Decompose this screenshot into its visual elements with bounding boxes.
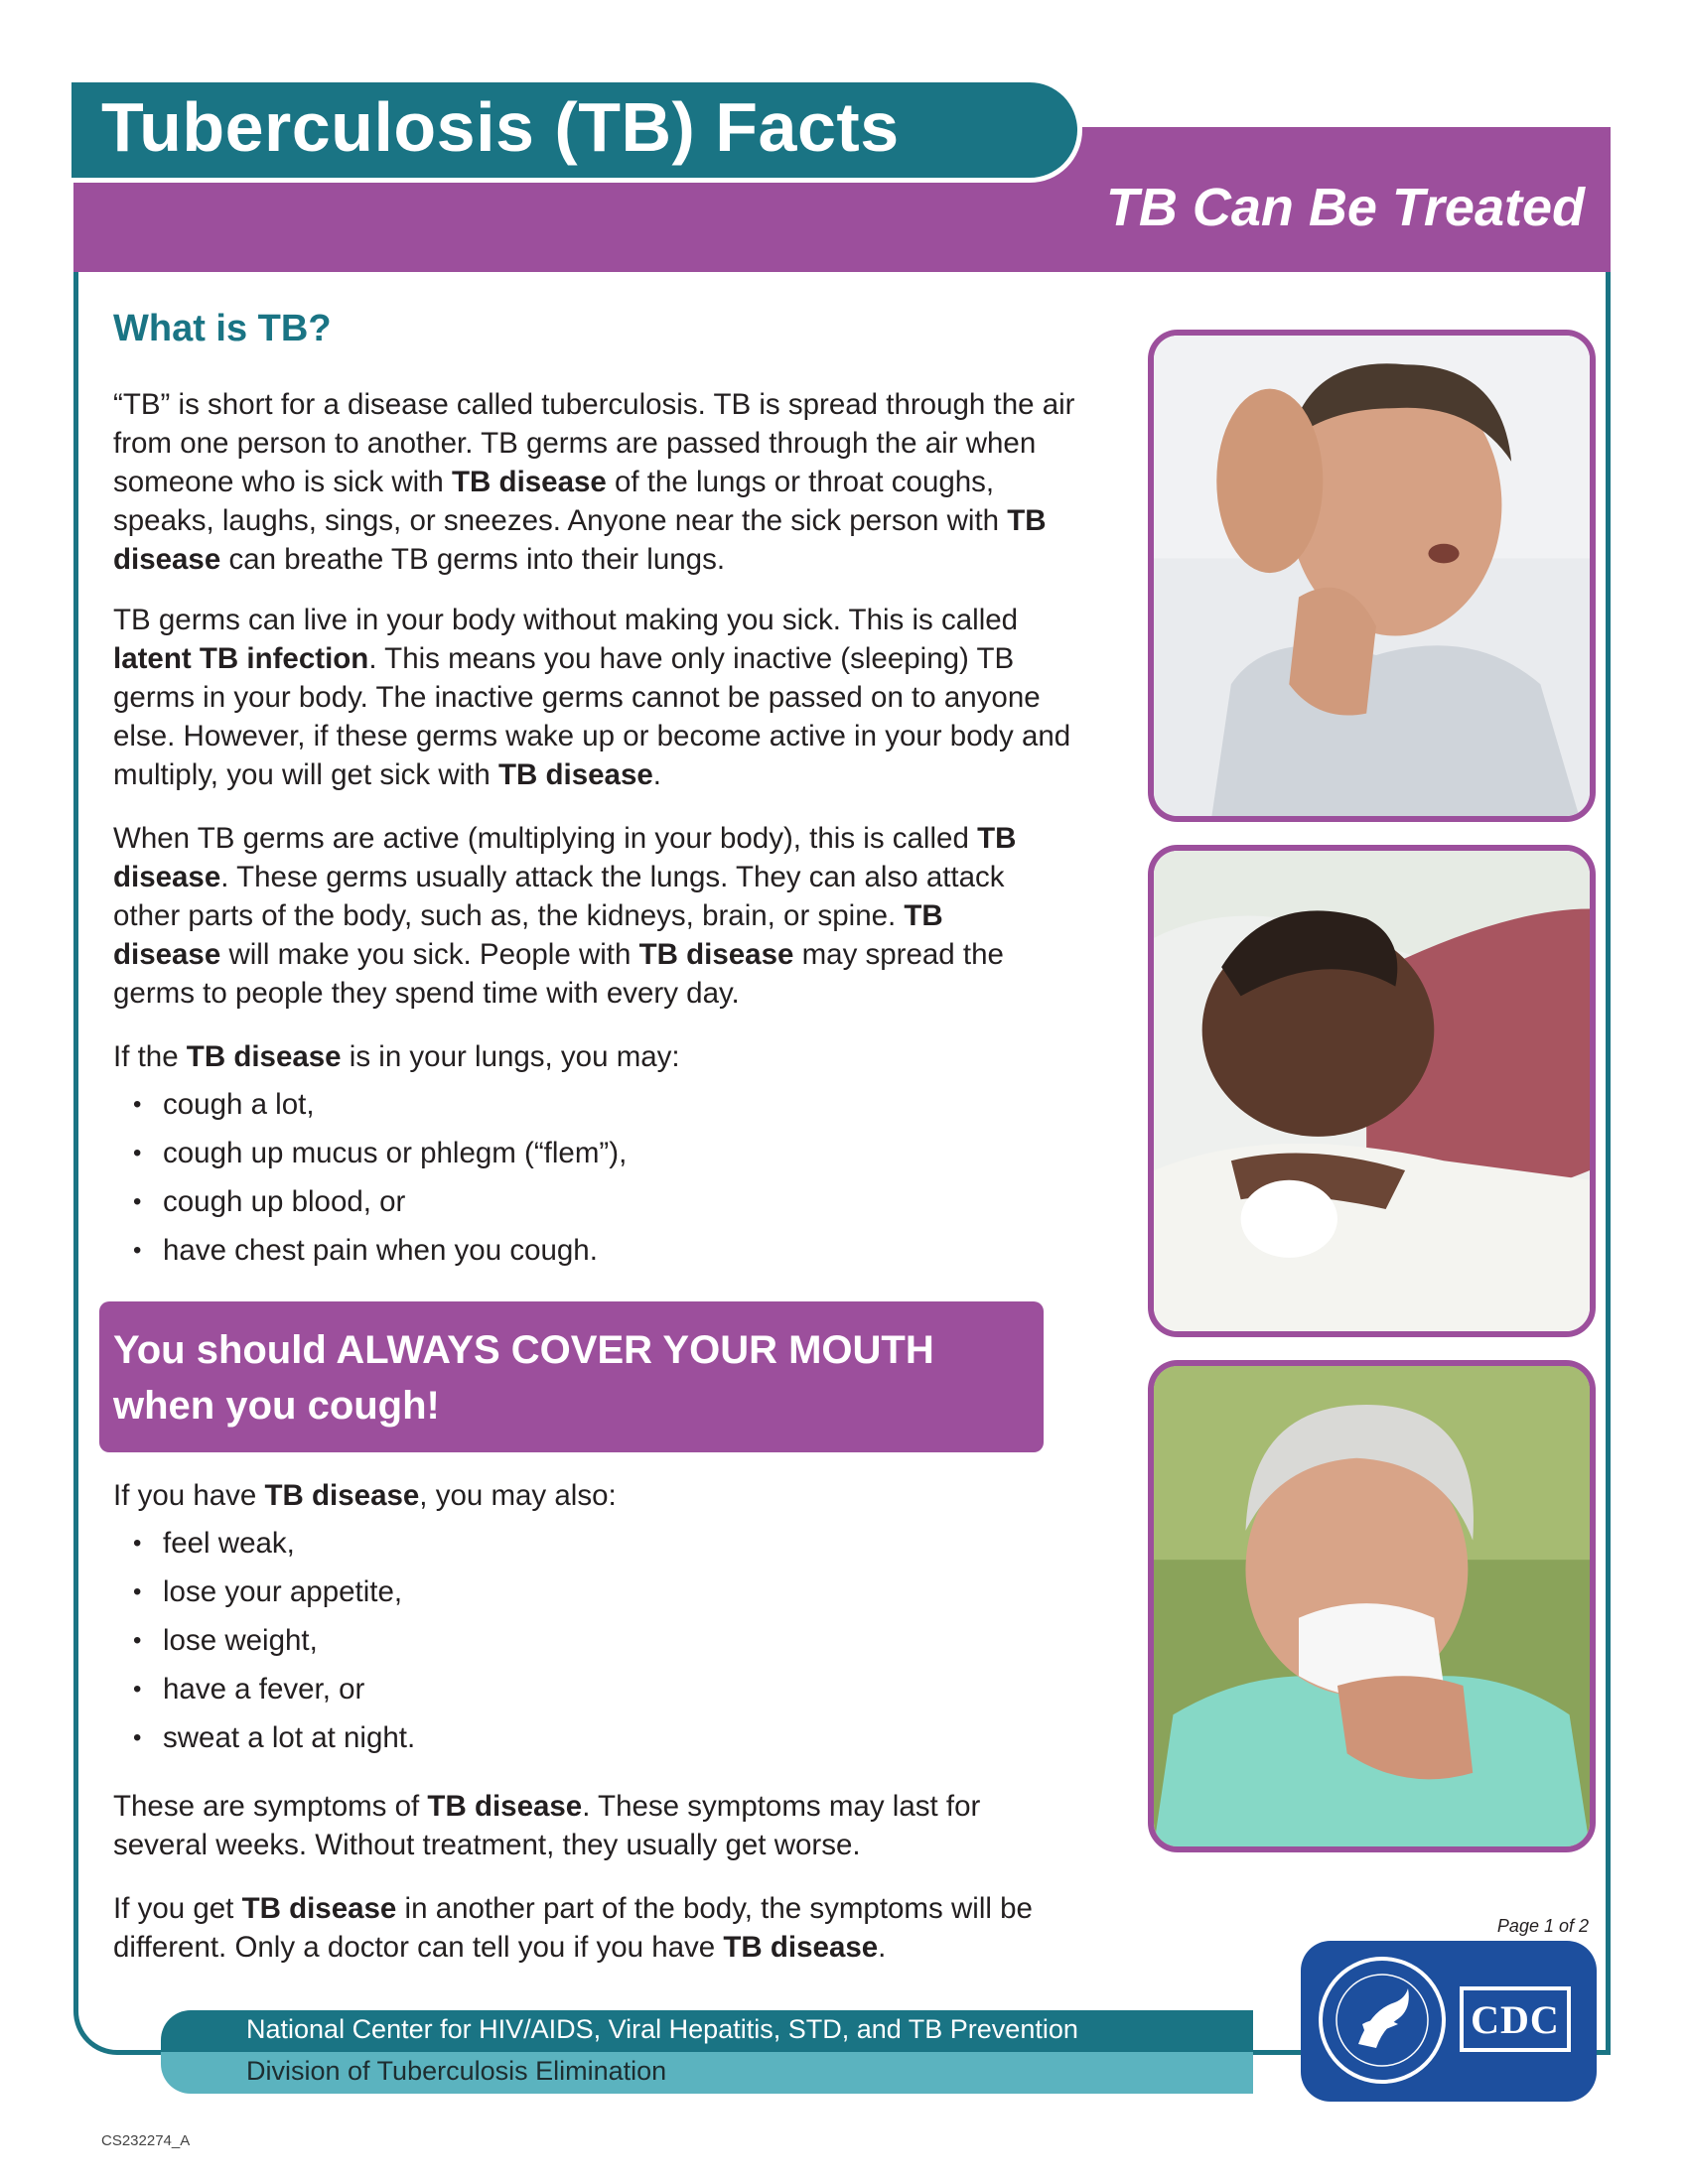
page-subtitle: TB Can Be Treated: [1105, 178, 1585, 237]
text: If you have: [113, 1479, 265, 1512]
text: . This means you have only inactive (sleeping) TB germs in your body. The inactive germs cannot be passed on to anyone else. However, if these germs wake up or become active in your body and multiply, you will get sick with: [113, 642, 1071, 791]
text: TB germs can live in your body without making you sick. This is called: [113, 604, 1019, 636]
text: If the: [113, 1040, 187, 1073]
bold-term: TB disease: [241, 1892, 397, 1925]
man-coughing-image: [1154, 336, 1590, 816]
bullet-icon: •: [133, 1530, 142, 1557]
bold-term: TB disease: [452, 466, 607, 498]
bold-term: TB disease: [497, 758, 653, 791]
paragraph-3: [113, 819, 1056, 1013]
bold-term: TB disease: [723, 1931, 879, 1964]
paragraph-5: [113, 1476, 1076, 1515]
list-item: • cough up mucus or phlegm (“flem”),: [113, 1129, 1076, 1177]
symptom-list-general: [113, 1519, 1076, 1762]
list-item: • cough up blood, or: [113, 1177, 1076, 1226]
bold-term: TB disease: [427, 1790, 583, 1823]
section-heading: What is TB?: [113, 308, 332, 349]
bold-term: TB disease: [638, 938, 794, 971]
paragraph-2: [113, 601, 1096, 794]
list-item: • have chest pain when you cough.: [113, 1226, 1076, 1275]
list-item: • lose weight,: [113, 1616, 1076, 1665]
text: When TB germs are active (multiplying in your body), this is called: [113, 822, 978, 855]
text: , you may also:: [419, 1479, 617, 1512]
callout-text: You should ALWAYS COVER YOUR MOUTH when you cough!: [113, 1328, 934, 1428]
list-item: • sweat a lot at night.: [113, 1713, 1076, 1762]
paragraph-6: [113, 1787, 1066, 1864]
footer-division-name: Division of Tuberculosis Elimination: [246, 2056, 667, 2086]
paragraph-1: [113, 385, 1086, 579]
bullet-icon: •: [133, 1676, 142, 1703]
page-number: Page 1 of 2: [1496, 1916, 1589, 1936]
photo-older-man-sneezing: [1148, 1360, 1596, 1852]
text: can breathe TB germs into their lungs.: [220, 543, 726, 576]
bullet-icon: •: [133, 1724, 142, 1751]
paragraph-7: [113, 1889, 1086, 1967]
footer-center-name: National Center for HIV/AIDS, Viral Hepatitis, STD, and TB Prevention: [246, 2014, 1078, 2044]
list-item: • have a fever, or: [113, 1665, 1076, 1713]
bold-term: TB disease: [264, 1479, 420, 1512]
paragraph-4: [113, 1037, 1076, 1076]
bullet-icon: •: [133, 1140, 142, 1166]
text: may spread the germs to people they spend time with every day.: [113, 938, 1004, 1010]
bold-term: TB disease: [113, 822, 1017, 893]
bullet-icon: •: [133, 1237, 142, 1264]
page-title: Tuberculosis (TB) Facts: [101, 88, 900, 166]
symptom-list-lungs: [113, 1080, 1076, 1275]
bullet-icon: •: [133, 1188, 142, 1215]
text: . These symptoms may last for several weeks. Without treatment, they usually get worse.: [113, 1790, 981, 1861]
list-item: • feel weak,: [113, 1519, 1076, 1568]
list-item: • cough a lot,: [113, 1080, 1076, 1129]
text: is in your lungs, you may:: [341, 1040, 680, 1073]
bold-term: TB disease: [113, 899, 943, 971]
document-code: CS232274_A: [101, 2132, 191, 2149]
bold-term: TB disease: [186, 1040, 342, 1073]
text: “TB” is short for a disease called tuberculosis. TB is spread through the air from one person to another. TB germs are passed through the air when someone who is sick with: [113, 388, 1075, 498]
section-what-is-tb: [113, 310, 1076, 348]
bold-term: TB disease: [113, 504, 1047, 576]
cdc-logo: [1460, 1986, 1571, 2052]
text: If you get: [113, 1892, 242, 1925]
text: .: [652, 758, 661, 791]
photo-woman-resting: [1148, 845, 1596, 1337]
photo-man-coughing: [1148, 330, 1596, 822]
text: in another part of the body, the symptoms will be different. Only a doctor can tell you if you have: [113, 1892, 1033, 1964]
logo-panel: [1301, 1941, 1597, 2102]
text: will make you sick. People with: [220, 938, 639, 971]
text: .: [878, 1931, 887, 1964]
text: of the lungs or throat coughs, speaks, laughs, sings, or sneezes. Anyone near the sick person with: [113, 466, 1008, 537]
cdc-logo-text: CDC: [1471, 1996, 1560, 2042]
text: . These germs usually attack the lungs. They can also attack other parts of the body, such as, the kidneys, brain, or spine.: [113, 861, 1005, 932]
bullet-icon: •: [133, 1578, 142, 1605]
older-man-sneezing-image: [1154, 1366, 1590, 1846]
woman-resting-image: [1154, 851, 1590, 1331]
list-item: • lose your appetite,: [113, 1568, 1076, 1616]
bullet-icon: •: [133, 1627, 142, 1654]
bold-term: latent TB infection: [113, 642, 369, 675]
text: These are symptoms of: [113, 1790, 428, 1823]
bullet-icon: •: [133, 1091, 142, 1118]
